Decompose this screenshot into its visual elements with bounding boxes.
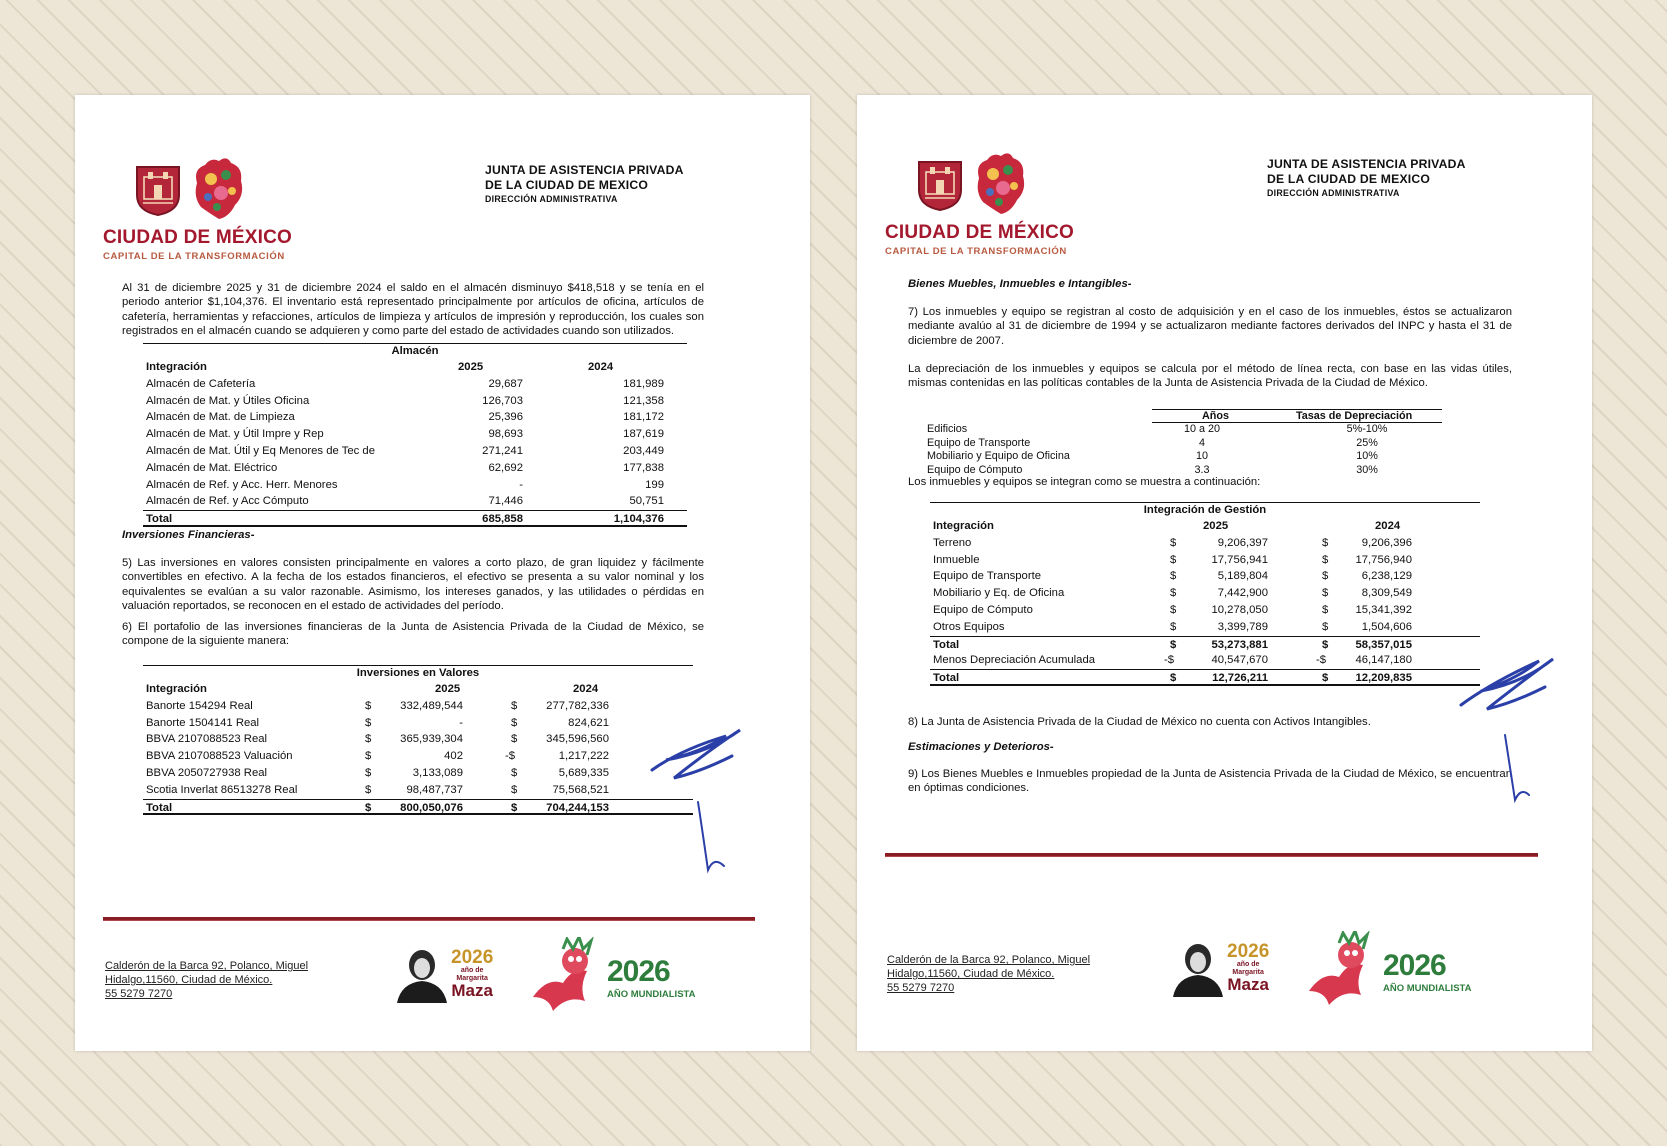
city-tagline: CAPITAL DE LA TRANSFORMACIÓN xyxy=(103,251,285,262)
row-value-2024: 177,838 xyxy=(623,461,664,474)
organization-header xyxy=(485,163,684,205)
row-value-2025: - xyxy=(519,478,523,491)
city-tagline: CAPITAL DE LA TRANSFORMACIÓN xyxy=(885,246,1067,257)
row-value-2025: 271,241 xyxy=(482,444,523,457)
margarita-maza-portrait-icon xyxy=(1169,939,1227,997)
document-page-right xyxy=(857,95,1592,1051)
org-name-line2: DE LA CIUDAD DE MEXICO xyxy=(485,178,649,192)
subtotal-2024: 58,357,015 xyxy=(1355,638,1412,651)
row-value-2025: 3,399,789 xyxy=(1217,620,1268,633)
row-value-2024: 181,172 xyxy=(623,411,664,424)
table-row xyxy=(930,602,1480,619)
table-row xyxy=(927,450,1407,464)
total-currency-2024: $ xyxy=(1322,672,1329,685)
world-cup-year: 2026 xyxy=(607,955,670,988)
row-currency-2025: $ xyxy=(365,733,372,746)
row-label: Almacén de Ref. y Acc Cómputo xyxy=(146,495,309,508)
row-currency-2024: $ xyxy=(1322,536,1329,549)
row-value-2025: 71,446 xyxy=(488,495,523,508)
row-currency-2025: $ xyxy=(1170,536,1177,549)
mm-year: 2026 xyxy=(1227,941,1270,962)
mm-small-1: año de xyxy=(1236,961,1260,968)
row-value-2025: 17,756,941 xyxy=(1211,553,1268,566)
row-currency-2025: $ xyxy=(1170,587,1177,600)
table-row xyxy=(143,493,687,510)
row-currency-2025: $ xyxy=(365,766,372,779)
mm-year: 2026 xyxy=(451,947,494,968)
table-row xyxy=(143,443,687,460)
depreciation-rates-table xyxy=(927,405,1413,477)
subtotal-label: Total xyxy=(933,638,960,651)
row-value-2024: 277,782,336 xyxy=(546,699,609,712)
row-currency-2024: $ xyxy=(511,733,518,746)
row-label: Almacén de Mat. Eléctrico xyxy=(146,461,278,474)
row-label: Equipo de Cómputo xyxy=(933,603,1033,616)
footer-logos xyxy=(1169,931,1489,1011)
row-label: Almacén de Mat. y Útil Impre y Rep xyxy=(146,428,324,441)
row-value-2025: 3,133,089 xyxy=(412,766,463,779)
depreciation-currency-2025: -$ xyxy=(1164,654,1175,667)
table-depreciation-row xyxy=(930,652,1480,669)
inversiones-rows xyxy=(143,698,693,799)
organization-header xyxy=(1267,157,1466,199)
row-label: Equipo de Transporte xyxy=(933,570,1042,583)
mm-small-1: año de xyxy=(460,967,484,974)
row-value-2024: 824,621 xyxy=(568,716,609,729)
heart-emblem-icon xyxy=(191,155,247,221)
row-currency-2024: $ xyxy=(1322,570,1329,583)
row-value-2024: 1,217,222 xyxy=(558,750,609,763)
table-row xyxy=(143,426,687,443)
row-label: Banorte 1504141 Real xyxy=(146,716,260,729)
col-header-label: Integración xyxy=(146,361,207,373)
section-heading-bienes: Bienes Muebles, Inmuebles e Intangibles- xyxy=(908,278,1132,290)
org-department: DIRECCIÓN ADMINISTRATIVA xyxy=(1267,188,1400,198)
row-value-2024: 9,206,396 xyxy=(1361,536,1412,549)
row-value-2024: 50,751 xyxy=(629,495,664,508)
row-label: Banorte 154294 Real xyxy=(146,699,253,712)
address-line1: Calderón de la Barca 92, Polanco, Miguel xyxy=(105,960,309,972)
row-years: 10 xyxy=(1195,450,1208,462)
row-currency-2025: $ xyxy=(365,716,372,729)
depreciation-label: Menos Depreciación Acumulada xyxy=(933,654,1096,667)
org-department: DIRECCIÓN ADMINISTRATIVA xyxy=(485,194,618,204)
table-row xyxy=(930,568,1480,585)
row-value-2024: 6,238,129 xyxy=(1361,570,1412,583)
total-currency-2024: $ xyxy=(511,801,518,814)
row-value-2025: 402 xyxy=(444,750,463,763)
col-header-2024: 2024 xyxy=(1375,520,1401,532)
margarita-maza-logo xyxy=(1227,943,1269,993)
margarita-maza-logo xyxy=(451,949,493,999)
row-label: Almacén de Mat. Útil y Eq Menores de Tec de xyxy=(146,444,375,457)
depreciation-2025: 40,547,670 xyxy=(1211,654,1268,667)
row-rate: 10% xyxy=(1356,450,1378,462)
col-header-label: Integración xyxy=(146,683,207,695)
row-value-2025: 365,939,304 xyxy=(400,733,463,746)
heart-emblem-icon xyxy=(973,150,1029,216)
row-label: Equipo de Cómputo xyxy=(927,463,1023,476)
mm-name: Maza xyxy=(1227,975,1269,994)
section-heading-inversiones: Inversiones Financieras- xyxy=(122,529,255,541)
org-name-line1: JUNTA DE ASISTENCIA PRIVADA xyxy=(485,163,684,177)
table-header-row xyxy=(930,518,1480,535)
table-row xyxy=(143,782,693,799)
city-name: CIUDAD DE MÉXICO xyxy=(885,222,1074,243)
table-title: Almacén xyxy=(143,343,687,359)
table-row xyxy=(930,552,1480,569)
row-value-2024: 199 xyxy=(645,478,664,491)
total-2025: 12,726,211 xyxy=(1212,672,1268,685)
footer-address xyxy=(887,953,1090,995)
row-value-2024: 75,568,521 xyxy=(552,783,609,796)
footer-divider xyxy=(103,917,755,921)
row-value-2025: 25,396 xyxy=(488,411,523,424)
row-currency-2025: $ xyxy=(365,699,372,712)
row-label: Almacén de Ref. y Acc. Herr. Menores xyxy=(146,478,338,491)
row-currency-2025: $ xyxy=(1170,553,1177,566)
col-header-years: Años xyxy=(1202,410,1229,422)
row-value-2025: 98,693 xyxy=(488,428,523,441)
handwritten-signature xyxy=(1457,595,1567,805)
table-subtotal-row xyxy=(930,636,1480,653)
row-value-2024: 5,689,335 xyxy=(558,766,609,779)
table-row xyxy=(930,585,1480,602)
subtotal-2025: 53,273,881 xyxy=(1211,638,1268,651)
total-label: Total xyxy=(146,513,173,526)
row-label: Scotia Inverlat 86513278 Real xyxy=(146,783,298,796)
row-currency-2024: $ xyxy=(1322,587,1329,600)
coat-of-arms-icon xyxy=(917,160,963,212)
mm-small-2: Margarita xyxy=(456,975,488,982)
table-row xyxy=(143,460,687,477)
table-row xyxy=(143,477,687,494)
table-total-row xyxy=(143,799,693,816)
footer-logos xyxy=(393,937,713,1017)
row-label: Otros Equipos xyxy=(933,620,1005,633)
gestion-rows xyxy=(930,535,1480,636)
coat-of-arms-icon xyxy=(135,165,181,217)
row-currency-2024: -$ xyxy=(505,750,516,763)
table-row xyxy=(143,765,693,782)
section-heading-estimaciones: Estimaciones y Deterioros- xyxy=(908,741,1054,753)
org-name-line1: JUNTA DE ASISTENCIA PRIVADA xyxy=(1267,157,1466,171)
depreciation-2024: 46,147,180 xyxy=(1355,654,1412,667)
row-label: Mobiliario y Eq. de Oficina xyxy=(933,587,1065,600)
total-label: Total xyxy=(146,801,173,814)
table-row xyxy=(143,731,693,748)
row-rate: 25% xyxy=(1356,436,1378,449)
row-rate: 30% xyxy=(1356,463,1378,476)
row-label: Almacén de Mat. de Limpieza xyxy=(146,411,295,424)
subtotal-currency-2025: $ xyxy=(1170,638,1177,651)
row-value-2025: 62,692 xyxy=(488,461,523,474)
table-row xyxy=(143,393,687,410)
row-currency-2024: $ xyxy=(1322,603,1329,616)
col-header-rates: Tasas de Depreciación xyxy=(1296,410,1413,422)
row-currency-2024: $ xyxy=(511,766,518,779)
org-name-line2: DE LA CIUDAD DE MEXICO xyxy=(1267,172,1431,186)
table-total-row xyxy=(930,669,1480,686)
table-title: Integración de Gestión xyxy=(930,502,1480,518)
world-cup-subtitle: AÑO MUNDIALISTA xyxy=(1383,983,1472,994)
margarita-maza-portrait-icon xyxy=(393,945,451,1003)
table-header-row xyxy=(143,681,693,698)
row-years: 4 xyxy=(1198,436,1205,449)
phone-number: 55 5279 7270 xyxy=(887,982,955,994)
address-line2: Hidalgo,11560, Ciudad de México. xyxy=(887,968,1055,980)
row-label: Almacén de Cafetería xyxy=(146,377,256,390)
row-label: BBVA 2107088523 Real xyxy=(146,733,268,746)
table-row xyxy=(143,748,693,765)
col-header-2025: 2025 xyxy=(435,683,461,695)
row-currency-2025: $ xyxy=(1170,570,1177,583)
row-years: 3.3 xyxy=(1194,463,1210,476)
col-header-2025: 2025 xyxy=(1203,520,1229,532)
table-total-row xyxy=(143,510,687,527)
row-currency-2024: $ xyxy=(511,699,518,712)
table-row xyxy=(927,423,1407,437)
paragraph-6: 6) El portafolio de las inversiones financieras de la Junta de Asistencia Privada de la Ciudad de México, se compone de la siguiente manera: xyxy=(122,621,704,648)
total-2025: 685,858 xyxy=(482,513,523,526)
total-2025: 800,050,076 xyxy=(400,801,463,814)
mm-name: Maza xyxy=(451,981,493,1000)
row-value-2025: 29,687 xyxy=(488,377,523,390)
document-page-left xyxy=(75,95,810,1051)
table-title: Inversiones en Valores xyxy=(143,665,693,681)
mascot-icon xyxy=(523,937,603,1017)
row-value-2025: 126,703 xyxy=(482,394,523,407)
row-value-2024: 121,358 xyxy=(623,394,664,407)
subtotal-currency-2024: $ xyxy=(1322,638,1329,651)
row-value-2024: 15,341,392 xyxy=(1355,603,1412,616)
table-row xyxy=(927,437,1407,451)
row-value-2025: 7,442,900 xyxy=(1217,587,1268,600)
row-value-2024: 203,449 xyxy=(623,444,664,457)
row-value-2025: 5,189,804 xyxy=(1217,570,1268,583)
col-header-2024: 2024 xyxy=(573,683,599,695)
total-label: Total xyxy=(933,672,960,685)
almacen-rows xyxy=(143,376,687,510)
row-rate: 5%-10% xyxy=(1346,423,1388,435)
row-label: Equipo de Transporte xyxy=(927,436,1031,449)
world-cup-subtitle: AÑO MUNDIALISTA xyxy=(607,989,696,1000)
almacen-table xyxy=(143,343,687,527)
footer-divider xyxy=(885,853,1538,857)
city-name: CIUDAD DE MÉXICO xyxy=(103,227,292,248)
row-label: BBVA 2107088523 Valuación xyxy=(146,750,293,763)
table-header-row xyxy=(1152,409,1442,423)
row-label: Almacén de Mat. y Útiles Oficina xyxy=(146,394,310,407)
row-value-2024: 8,309,549 xyxy=(1361,587,1412,600)
paragraph-8: 8) La Junta de Asistencia Privada de la Ciudad de México no cuenta con Activos Intangibles. xyxy=(908,716,1371,728)
paragraph-integran: Los inmuebles y equipos se integran como se muestra a continuación: xyxy=(908,476,1261,488)
phone-number: 55 5279 7270 xyxy=(105,988,173,1000)
footer-address xyxy=(105,959,308,1001)
address-line1: Calderón de la Barca 92, Polanco, Miguel xyxy=(887,954,1091,966)
depreciation-rows xyxy=(927,423,1407,477)
paragraph-5: 5) Las inversiones en valores consisten principalmente en valores a corto plazo, de gran liquidez y fácilmente convertibles en efectivo. A la fecha de los estados financieros, el efectivo se presenta a su valor nominal y los equivalentes se evalúan a su valor razonable. Asimismo, los intereses ganados, y las utilidades o pérdidas en valuación reportados, se reconocen en el estado de actividades del período. xyxy=(122,557,704,612)
total-2024: 1,104,376 xyxy=(613,513,664,526)
row-currency-2024: $ xyxy=(1322,553,1329,566)
handwritten-signature xyxy=(640,660,760,875)
row-value-2024: 181,989 xyxy=(623,377,664,390)
row-currency-2024: $ xyxy=(1322,620,1329,633)
row-currency-2024: $ xyxy=(511,716,518,729)
row-value-2025: 10,278,050 xyxy=(1211,603,1268,616)
total-currency-2025: $ xyxy=(1170,672,1177,685)
row-value-2025: 332,489,544 xyxy=(400,699,463,712)
col-header-label: Integración xyxy=(933,520,994,532)
row-value-2024: 1,504,606 xyxy=(1361,620,1412,633)
table-row xyxy=(143,376,687,393)
address-line2: Hidalgo,11560, Ciudad de México. xyxy=(105,974,273,986)
row-value-2025: 98,487,737 xyxy=(406,783,463,796)
table-row xyxy=(930,535,1480,552)
mascot-icon xyxy=(1299,931,1379,1011)
row-label: BBVA 2050727938 Real xyxy=(146,766,268,779)
row-label: Mobiliario y Equipo de Oficina xyxy=(927,450,1070,462)
row-label: Inmueble xyxy=(933,553,980,566)
row-currency-2025: $ xyxy=(1170,620,1177,633)
row-currency-2025: $ xyxy=(1170,603,1177,616)
row-value-2024: 345,596,560 xyxy=(546,733,609,746)
row-years: 10 a 20 xyxy=(1183,423,1221,435)
row-value-2024: 187,619 xyxy=(623,428,664,441)
table-row xyxy=(143,715,693,732)
depreciation-currency-2024: -$ xyxy=(1316,654,1327,667)
col-header-2025: 2025 xyxy=(458,361,484,373)
total-2024: 704,244,153 xyxy=(546,801,609,814)
paragraph-9: 9) Los Bienes Muebles e Inmuebles propiedad de la Junta de Asistencia Privada de la Ciudad de México, se encuentran en óptimas condiciones. xyxy=(908,768,1512,795)
row-label: Edificios xyxy=(927,423,968,435)
row-value-2024: 17,756,940 xyxy=(1355,553,1412,566)
row-currency-2024: $ xyxy=(511,783,518,796)
paragraph-depreciation: La depreciación de los inmuebles y equipos se calcula por el método de línea recta, con base en las vidas útiles, mismas contenidas en las políticas contables de la Junta de Asistencia Privada de la Ciudad de México. xyxy=(908,363,1512,390)
gestion-table xyxy=(930,502,1480,686)
col-header-2024: 2024 xyxy=(588,361,614,373)
total-currency-2025: $ xyxy=(365,801,372,814)
row-value-2025: 9,206,397 xyxy=(1217,536,1268,549)
row-currency-2025: $ xyxy=(365,783,372,796)
row-label: Terreno xyxy=(933,536,972,549)
row-currency-2025: $ xyxy=(365,750,372,763)
intro-paragraph: Al 31 de diciembre 2025 y 31 de diciembre 2024 el saldo en el almacén disminuyo $418,518 y se tenía en el periodo anterior $1,104,376. El inventario está representado principalmente por artículos de oficina, artículos de cafetería, herramientas y refacciones, artículos de limpieza y artículos de impresión y reproducción, los cuales son registrados en el almacén cuando se adquieren y como parte del estado de actividades cuando son utilizados. xyxy=(122,282,704,337)
world-cup-year: 2026 xyxy=(1383,949,1446,982)
inversiones-table xyxy=(143,665,693,815)
paragraph-7: 7) Los inmuebles y equipo se registran al costo de adquisición y en el caso de los inmuebles, éstos se actualizaron mediante avalúo al 31 de diciembre de 1994 y se actualizaron mediante factores derivados del INPC y hasta el 31 de diciembre de 2007. xyxy=(908,306,1512,347)
mm-small-2: Margarita xyxy=(1232,969,1264,976)
row-value-2025: - xyxy=(459,716,463,729)
table-header-row xyxy=(143,359,687,376)
table-row xyxy=(930,619,1480,636)
total-2024: 12,209,835 xyxy=(1355,672,1412,685)
table-row xyxy=(143,698,693,715)
table-row xyxy=(143,409,687,426)
